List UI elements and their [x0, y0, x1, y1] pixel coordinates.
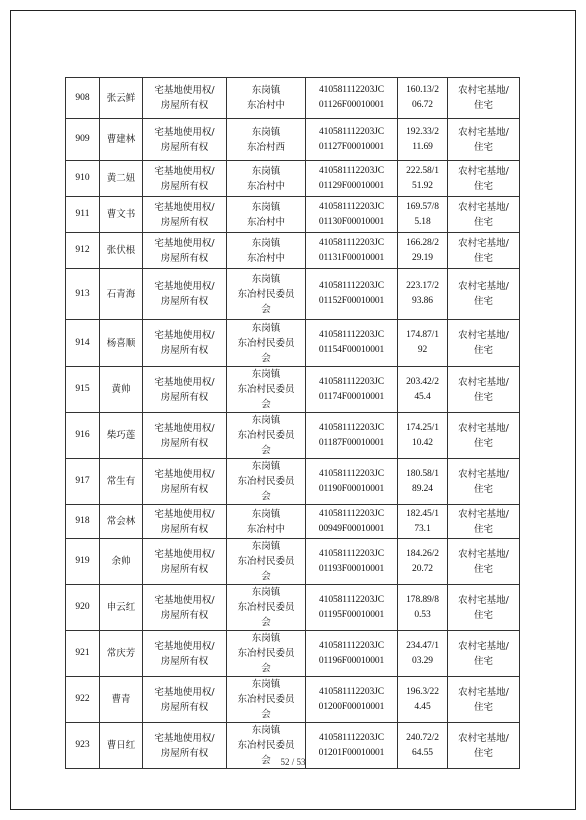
table-body	[66, 78, 520, 769]
area-line: 196.3/22	[406, 686, 439, 697]
record-number-cell: 916	[66, 413, 100, 459]
area-cell	[398, 413, 448, 459]
usage-line: 农村宅基地/	[458, 594, 509, 606]
record-number-cell: 910	[66, 161, 100, 197]
usage-cell	[448, 677, 520, 723]
unit-code-line: 01131F00010001	[318, 252, 385, 263]
area-cell	[398, 78, 448, 119]
location-line: 东冶村中	[246, 523, 285, 535]
page-number: 52 / 53	[280, 757, 306, 767]
location-line: 东岗镇	[251, 369, 281, 380]
area-line: 160.13/2	[406, 85, 439, 95]
usage-line: 住宅	[473, 296, 493, 307]
unit-code-cell	[306, 320, 398, 367]
location-line: 东冶村民委员	[237, 556, 295, 567]
owner-name-cell: 余帅	[100, 539, 143, 585]
unit-code-cell	[306, 197, 398, 233]
unit-code-cell	[306, 631, 398, 677]
unit-code-line: 01201F00010001	[318, 747, 385, 758]
table-row	[66, 459, 520, 505]
area-line: 10.42	[412, 437, 433, 448]
usage-cell	[448, 78, 520, 119]
unit-code-line: 410581112203JC	[319, 508, 384, 519]
right-type-line: 宅基地使用权/	[154, 686, 215, 698]
unit-code-line: 410581112203JC	[319, 686, 384, 697]
owner-name-cell: 张伏根	[100, 233, 143, 269]
right-type-cell	[143, 539, 227, 585]
location-line: 东冶村中	[246, 252, 285, 264]
location-line: 会	[261, 445, 271, 456]
location-line: 东岗镇	[251, 201, 281, 213]
area-cell	[398, 367, 448, 413]
usage-line: 住宅	[473, 345, 493, 356]
unit-code-line: 01196F00010001	[318, 655, 385, 666]
right-type-cell	[143, 413, 227, 459]
unit-code-line: 410581112203JC	[319, 422, 384, 433]
unit-code-cell	[306, 539, 398, 585]
unit-code-line: 01174F00010001	[318, 391, 385, 402]
right-type-cell	[143, 459, 227, 505]
location-line: 东冶村民委员	[237, 430, 295, 441]
unit-code-cell	[306, 677, 398, 723]
owner-name-cell: 石青海	[100, 269, 143, 320]
usage-line: 住宅	[473, 252, 493, 264]
right-type-line: 房屋所有权	[160, 252, 209, 264]
unit-code-line: 01152F00010001	[318, 296, 385, 306]
location-cell	[227, 119, 306, 161]
right-type-cell	[143, 269, 227, 320]
usage-line: 农村宅基地/	[458, 508, 509, 520]
location-line: 东岗镇	[251, 679, 281, 690]
right-type-cell	[143, 505, 227, 539]
usage-line: 农村宅基地/	[458, 126, 509, 138]
area-cell	[398, 119, 448, 161]
table-row	[66, 585, 520, 631]
area-cell	[398, 585, 448, 631]
area-line: 174.87/1	[406, 330, 439, 340]
table-row	[66, 631, 520, 677]
area-line: 192.33/2	[406, 126, 439, 137]
unit-code-line: 410581112203JC	[319, 376, 384, 387]
usage-cell	[448, 539, 520, 585]
area-cell	[398, 233, 448, 269]
unit-code-cell	[306, 119, 398, 161]
usage-cell	[448, 631, 520, 677]
right-type-line: 宅基地使用权/	[154, 330, 215, 341]
right-type-line: 房屋所有权	[160, 747, 209, 759]
record-number-cell: 920	[66, 585, 100, 631]
location-line: 会	[261, 352, 271, 364]
unit-code-line: 410581112203JC	[319, 126, 384, 137]
owner-name-cell: 申云红	[100, 585, 143, 631]
location-line: 会	[261, 491, 271, 502]
unit-code-line: 01195F00010001	[318, 609, 385, 620]
usage-line: 住宅	[473, 141, 493, 153]
area-line: 92	[417, 345, 428, 355]
right-type-line: 宅基地使用权/	[154, 422, 215, 434]
owner-name-cell: 柴巧莲	[100, 413, 143, 459]
unit-code-line: 01129F00010001	[318, 180, 385, 191]
location-line: 东岗镇	[251, 165, 281, 177]
unit-code-line: 410581112203JC	[319, 237, 384, 248]
location-line: 东岗镇	[251, 273, 281, 285]
right-type-line: 房屋所有权	[160, 563, 209, 575]
area-line: 29.19	[412, 252, 433, 263]
unit-code-cell	[306, 78, 398, 119]
usage-line: 农村宅基地/	[458, 281, 509, 292]
area-line: 223.17/2	[406, 281, 439, 291]
location-cell	[227, 233, 306, 269]
usage-line: 住宅	[473, 180, 493, 192]
usage-cell	[448, 320, 520, 367]
record-number-cell: 912	[66, 233, 100, 269]
area-line: 06.72	[412, 100, 433, 110]
owner-name-cell: 曹建林	[100, 119, 143, 161]
record-number-cell: 923	[66, 723, 100, 769]
area-line: 5.18	[414, 216, 431, 227]
area-line: 45.4	[414, 391, 431, 402]
area-cell	[398, 677, 448, 723]
area-line: 51.92	[412, 180, 433, 191]
owner-name-cell: 黄帅	[100, 367, 143, 413]
usage-line: 住宅	[473, 391, 493, 403]
location-cell	[227, 413, 306, 459]
location-cell	[227, 161, 306, 197]
location-cell	[227, 78, 306, 119]
usage-line: 住宅	[473, 483, 493, 495]
right-type-cell	[143, 197, 227, 233]
location-line: 东冶村民委员	[237, 476, 295, 487]
area-cell	[398, 459, 448, 505]
area-cell	[398, 320, 448, 367]
usage-line: 农村宅基地/	[458, 640, 509, 652]
right-type-line: 宅基地使用权/	[154, 640, 215, 652]
location-line: 东冶村民委员	[237, 694, 295, 705]
area-line: 222.58/1	[406, 165, 439, 176]
table-row	[66, 677, 520, 723]
record-number-cell: 908	[66, 78, 100, 119]
owner-name-cell: 曹日红	[100, 723, 143, 769]
right-type-cell	[143, 585, 227, 631]
location-line: 东岗镇	[251, 85, 281, 96]
table-row	[66, 413, 520, 459]
right-type-cell	[143, 233, 227, 269]
usage-cell	[448, 269, 520, 320]
unit-code-cell	[306, 413, 398, 459]
unit-code-line: 01126F00010001	[318, 100, 385, 110]
unit-code-cell	[306, 459, 398, 505]
location-cell	[227, 269, 306, 320]
unit-code-line: 01200F00010001	[318, 701, 385, 712]
area-cell	[398, 505, 448, 539]
location-cell	[227, 197, 306, 233]
right-type-line: 房屋所有权	[160, 391, 209, 403]
location-cell	[227, 585, 306, 631]
location-line: 东冶村中	[246, 100, 285, 111]
right-type-line: 宅基地使用权/	[154, 548, 215, 560]
usage-line: 农村宅基地/	[458, 237, 509, 249]
usage-line: 农村宅基地/	[458, 85, 509, 96]
owner-name-cell: 常庆芳	[100, 631, 143, 677]
location-line: 东岗镇	[251, 541, 281, 552]
area-line: 184.26/2	[406, 548, 439, 559]
right-type-line: 房屋所有权	[160, 100, 209, 111]
area-line: 234.47/1	[406, 640, 439, 651]
unit-code-line: 410581112203JC	[319, 330, 384, 340]
location-line: 东岗镇	[251, 587, 281, 598]
right-type-line: 宅基地使用权/	[154, 165, 215, 177]
owner-name-cell: 曹文书	[100, 197, 143, 233]
table-row	[66, 119, 520, 161]
location-line: 东冶村民委员	[237, 288, 295, 300]
unit-code-line: 410581112203JC	[319, 281, 384, 291]
owner-name-cell: 常生有	[100, 459, 143, 505]
unit-code-line: 00949F00010001	[318, 523, 385, 534]
area-line: 11.69	[412, 141, 433, 152]
right-type-line: 宅基地使用权/	[154, 201, 215, 213]
usage-line: 住宅	[473, 100, 493, 111]
usage-line: 农村宅基地/	[458, 422, 509, 434]
location-line: 东岗镇	[251, 237, 281, 249]
usage-line: 农村宅基地/	[458, 468, 509, 480]
usage-line: 住宅	[473, 437, 493, 449]
location-line: 东冶村民委员	[237, 602, 295, 613]
table-row	[66, 161, 520, 197]
unit-code-line: 01187F00010001	[318, 437, 385, 448]
unit-code-line: 410581112203JC	[319, 85, 384, 95]
usage-line: 住宅	[473, 563, 493, 575]
right-type-cell	[143, 677, 227, 723]
unit-code-line: 410581112203JC	[319, 594, 384, 605]
right-type-line: 房屋所有权	[160, 141, 209, 153]
record-number-cell: 921	[66, 631, 100, 677]
unit-code-line: 01127F00010001	[318, 141, 385, 152]
owner-name-cell: 曹青	[100, 677, 143, 723]
usage-line: 农村宅基地/	[458, 686, 509, 698]
usage-line: 住宅	[473, 747, 493, 759]
table-row	[66, 78, 520, 119]
location-line: 东冶村中	[246, 216, 285, 228]
area-line: 169.57/8	[406, 201, 439, 212]
area-line: 240.72/2	[406, 732, 439, 743]
area-line: 89.24	[412, 483, 433, 494]
location-line: 会	[261, 617, 271, 628]
area-cell	[398, 197, 448, 233]
location-cell	[227, 539, 306, 585]
usage-cell	[448, 413, 520, 459]
right-type-line: 房屋所有权	[160, 483, 209, 495]
area-cell	[398, 539, 448, 585]
right-type-line: 宅基地使用权/	[154, 85, 215, 96]
right-type-line: 房屋所有权	[160, 216, 209, 228]
owner-name-cell: 张云鲜	[100, 78, 143, 119]
area-line: 178.89/8	[406, 594, 439, 605]
location-line: 会	[261, 399, 271, 410]
location-line: 东冶村民委员	[237, 337, 295, 349]
usage-line: 住宅	[473, 216, 493, 228]
location-cell	[227, 459, 306, 505]
record-number-cell: 917	[66, 459, 100, 505]
unit-code-line: 01154F00010001	[318, 345, 385, 355]
unit-code-line: 410581112203JC	[319, 468, 384, 479]
usage-line: 农村宅基地/	[458, 201, 509, 213]
unit-code-line: 01193F00010001	[318, 563, 385, 574]
right-type-line: 房屋所有权	[160, 437, 209, 449]
area-line: 180.58/1	[406, 468, 439, 479]
right-type-line: 房屋所有权	[160, 180, 209, 192]
record-number-cell: 918	[66, 505, 100, 539]
usage-cell	[448, 161, 520, 197]
usage-line: 农村宅基地/	[458, 165, 509, 177]
right-type-line: 房屋所有权	[160, 655, 209, 667]
table-row	[66, 269, 520, 320]
location-cell	[227, 367, 306, 413]
location-line: 会	[261, 303, 271, 315]
unit-code-line: 01190F00010001	[318, 483, 385, 494]
location-cell	[227, 505, 306, 539]
area-line: 174.25/1	[406, 422, 439, 433]
table-row	[66, 233, 520, 269]
unit-code-cell	[306, 161, 398, 197]
location-line: 会	[261, 755, 271, 766]
right-type-cell	[143, 119, 227, 161]
record-number-cell: 915	[66, 367, 100, 413]
right-type-line: 房屋所有权	[160, 523, 209, 535]
location-cell	[227, 677, 306, 723]
unit-code-cell	[306, 585, 398, 631]
area-line: 03.29	[412, 655, 433, 666]
record-number-cell: 909	[66, 119, 100, 161]
location-line: 东岗镇	[251, 322, 281, 334]
usage-cell	[448, 367, 520, 413]
table-row	[66, 197, 520, 233]
unit-code-line: 410581112203JC	[319, 201, 384, 212]
owner-name-cell: 常会林	[100, 505, 143, 539]
unit-code-cell	[306, 233, 398, 269]
right-type-cell	[143, 320, 227, 367]
unit-code-cell	[306, 367, 398, 413]
area-line: 93.86	[412, 296, 433, 306]
area-line: 182.45/1	[406, 508, 439, 519]
area-cell	[398, 161, 448, 197]
area-line: 4.45	[414, 701, 431, 712]
location-line: 东冶村西	[246, 141, 285, 153]
usage-line: 住宅	[473, 701, 493, 713]
unit-code-line: 410581112203JC	[319, 732, 384, 743]
right-type-line: 宅基地使用权/	[154, 732, 215, 744]
area-line: 166.28/2	[406, 237, 439, 248]
record-number-cell: 911	[66, 197, 100, 233]
right-type-line: 房屋所有权	[160, 609, 209, 621]
right-type-line: 宅基地使用权/	[154, 237, 215, 249]
location-cell	[227, 631, 306, 677]
right-type-line: 宅基地使用权/	[154, 126, 215, 138]
location-line: 东岗镇	[251, 415, 281, 426]
unit-code-line: 01130F00010001	[318, 216, 385, 227]
right-type-line: 宅基地使用权/	[154, 281, 215, 292]
table-row	[66, 505, 520, 539]
right-type-line: 房屋所有权	[160, 296, 209, 307]
location-cell	[227, 320, 306, 367]
location-line: 会	[261, 709, 271, 720]
property-registry-table	[65, 77, 520, 769]
record-number-cell: 914	[66, 320, 100, 367]
right-type-cell	[143, 631, 227, 677]
owner-name-cell: 黄二妞	[100, 161, 143, 197]
area-line: 20.72	[412, 563, 433, 574]
location-line: 东岗镇	[251, 461, 281, 472]
owner-name-cell: 杨喜顺	[100, 320, 143, 367]
location-line: 东冶村民委员	[237, 648, 295, 659]
record-number-cell: 913	[66, 269, 100, 320]
usage-line: 农村宅基地/	[458, 732, 509, 744]
area-line: 0.53	[414, 609, 431, 620]
usage-line: 住宅	[473, 609, 493, 621]
location-line: 东岗镇	[251, 508, 281, 520]
usage-cell	[448, 585, 520, 631]
right-type-cell	[143, 161, 227, 197]
unit-code-cell	[306, 505, 398, 539]
location-line: 东岗镇	[251, 725, 281, 736]
usage-cell	[448, 197, 520, 233]
right-type-line: 宅基地使用权/	[154, 376, 215, 388]
area-line: 203.42/2	[406, 376, 439, 387]
usage-cell	[448, 233, 520, 269]
table-row	[66, 367, 520, 413]
usage-line: 农村宅基地/	[458, 376, 509, 388]
area-cell	[398, 631, 448, 677]
location-line: 东岗镇	[251, 126, 281, 138]
unit-code-line: 410581112203JC	[319, 548, 384, 559]
right-type-line: 宅基地使用权/	[154, 508, 215, 520]
usage-line: 住宅	[473, 655, 493, 667]
usage-cell	[448, 505, 520, 539]
area-line: 64.55	[412, 747, 433, 758]
unit-code-line: 410581112203JC	[319, 640, 384, 651]
right-type-cell	[143, 78, 227, 119]
right-type-line: 宅基地使用权/	[154, 594, 215, 606]
usage-line: 农村宅基地/	[458, 330, 509, 341]
record-number-cell: 919	[66, 539, 100, 585]
right-type-line: 房屋所有权	[160, 345, 209, 356]
right-type-line: 房屋所有权	[160, 701, 209, 713]
usage-line: 住宅	[473, 523, 493, 535]
location-line: 东岗镇	[251, 633, 281, 644]
table-row	[66, 539, 520, 585]
location-line: 东冶村民委员	[237, 740, 295, 751]
right-type-cell	[143, 367, 227, 413]
right-type-line: 宅基地使用权/	[154, 468, 215, 480]
area-cell	[398, 269, 448, 320]
record-number-cell: 922	[66, 677, 100, 723]
usage-line: 农村宅基地/	[458, 548, 509, 560]
location-line: 东冶村民委员	[237, 384, 295, 395]
unit-code-line: 410581112203JC	[319, 165, 384, 176]
area-line: 73.1	[414, 523, 431, 534]
location-line: 东冶村中	[246, 180, 285, 192]
usage-cell	[448, 119, 520, 161]
location-line: 会	[261, 663, 271, 674]
usage-cell	[448, 459, 520, 505]
location-line: 会	[261, 571, 271, 582]
unit-code-cell	[306, 269, 398, 320]
table-row	[66, 320, 520, 367]
